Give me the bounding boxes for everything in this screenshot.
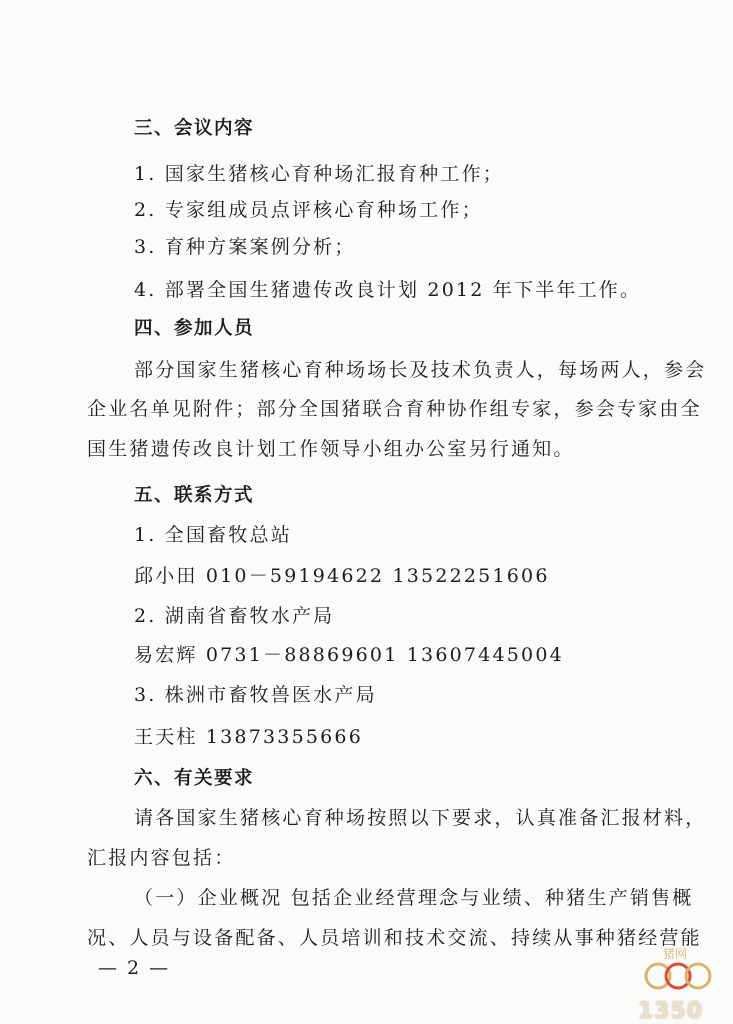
- contact-3-org: 3. 株洲市畜牧兽医水产局: [134, 684, 377, 706]
- watermark-site-text: 猪网: [663, 947, 688, 961]
- section-4-line-3: 国生猪遗传改良计划工作领导小组办公室另行通知。: [87, 438, 575, 460]
- section-6-line-2: 汇报内容包括：: [87, 847, 236, 869]
- section-3-heading: 三、会议内容: [134, 118, 255, 139]
- section-3-item-1: 1. 国家生猪核心育种场汇报育种工作；: [134, 163, 504, 185]
- site-watermark: [583, 949, 733, 1024]
- watermark-number-text: 1350: [637, 999, 703, 1024]
- section-3-item-3: 3. 育种方案案例分析；: [134, 236, 356, 258]
- watermark-logo-icon: [633, 946, 723, 996]
- contact-2-person: 易宏辉 0731－88869601 13607445004: [134, 644, 564, 666]
- section-3-item-4: 4. 部署全国生猪遗传改良计划 2012 年下半年工作。: [134, 279, 642, 301]
- section-6-line-4: 况、人员与设备配备、人员培训和技术交流、持续从事种猪经营能: [87, 927, 702, 949]
- section-6-line-3: （一）企业概况 包括企业经营理念与业绩、种猪生产销售概: [134, 887, 694, 909]
- page-number: — 2 —: [98, 957, 171, 979]
- section-4-line-1: 部分国家生猪核心育种场场长及技术负责人，每场两人，参会: [134, 359, 707, 381]
- section-3-item-2: 2. 专家组成员点评核心育种场工作；: [134, 199, 483, 221]
- section-6-line-1: 请各国家生猪核心育种场按照以下要求，认真准备汇报材料，: [134, 807, 707, 829]
- contact-1-org: 1. 全国畜牧总站: [134, 524, 292, 546]
- section-5-heading: 五、联系方式: [134, 485, 255, 506]
- contact-2-org: 2. 湖南省畜牧水产局: [134, 605, 335, 627]
- contact-3-person: 王天柱 13873355666: [134, 726, 364, 748]
- section-6-heading: 六、有关要求: [134, 768, 255, 789]
- section-4-heading: 四、参加人员: [134, 318, 255, 339]
- section-4-line-2: 企业名单见附件；部分全国猪联合育种协作组专家，参会专家由全: [87, 398, 702, 420]
- contact-1-person: 邱小田 010－59194622 13522251606: [134, 565, 550, 587]
